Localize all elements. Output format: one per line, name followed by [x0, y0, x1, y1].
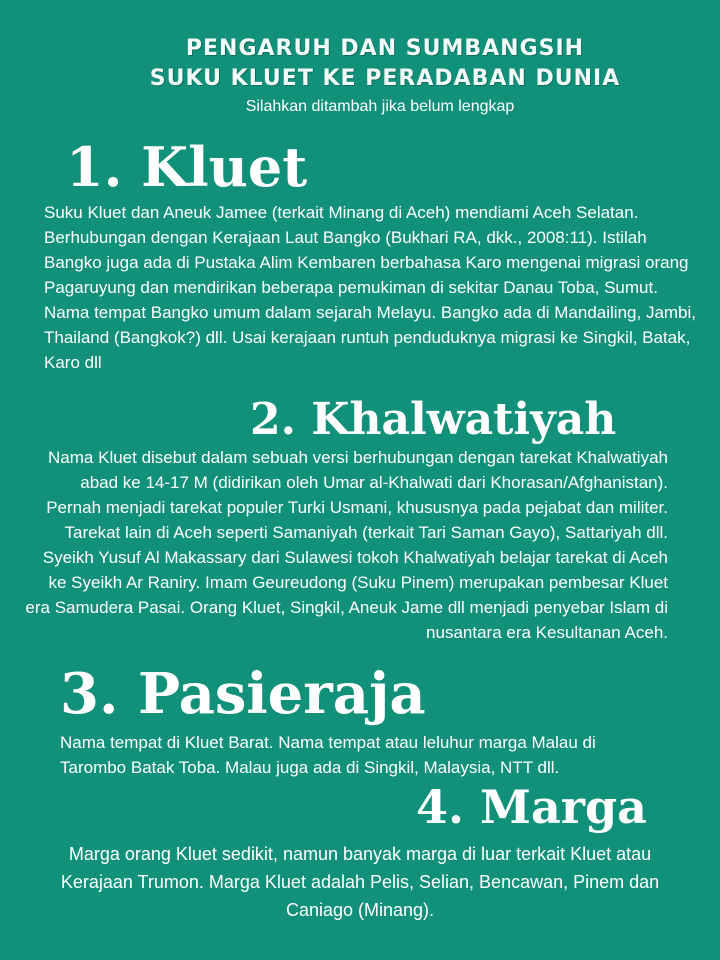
- poster-title: [120, 34, 650, 94]
- title-line-1: PENGARUH DAN SUMBANGSIH: [185, 36, 585, 61]
- section-heading-kluet: 1. Kluet: [66, 135, 308, 199]
- section-heading-pasieraja: 3. Pasieraja: [60, 661, 426, 727]
- section-body-kluet: Suku Kluet dan Aneuk Jamee (terkait Minang di Aceh) mendiami Aceh Selatan. Berhubungan dengan Kerajaan Laut Bangko (Bukhari RA, dkk., 2008:11). Istilah Bangko juga ada di Pustaka Alim Kembaren berbahasa Karo mengenai migrasi orang Pagaruyung dan mendirikan beberapa pemukiman di sekitar Danau Toba, Sumut. Nama tempat Bangko umum dalam sejarah Melayu. Bangko ada di Mandailing, Jambi, Thailand (Bangkok?) dll. Usai kerajaan runtuh penduduknya migrasi ke Singkil, Batak, Karo dll: [44, 203, 697, 372]
- poster-subtitle: Silahkan ditambah jika belum lengkap: [245, 98, 515, 115]
- section-heading-khalwatiyah: 2. Khalwatiyah: [250, 394, 617, 445]
- section-body-khalwatiyah: Nama Kluet disebut dalam sebuah versi berhubungan dengan tarekat Khalwatiyah abad ke 14-17 M (didirikan oleh Umar al-Khalwati dari Khorasan/Afghanistan). Pernah menjadi tarekat populer Turki Usmani, khususnya pada pejabat dan militer. Tarekat lain di Aceh seperti Samaniyah (terkait Tari Saman Gayo), Sattariyah dll. Syeikh Yusuf Al Makassary dari Sulawesi tokoh Khalwatiyah belajar tarekat di Aceh ke Syeikh Ar Raniry. Imam Geureudong (Suku Pinem) merupakan pembesar Kluet era Samudera Pasai. Orang Kluet, Singkil, Aneuk Jame dll menjadi penyebar Islam di nusantara era Kesultanan Aceh.: [25, 448, 668, 642]
- section-body-pasieraja: Nama tempat di Kluet Barat. Nama tempat atau leluhur marga Malau di Tarombo Batak Toba. Malau juga ada di Singkil, Malaysia, NTT dll.: [60, 733, 596, 777]
- section-heading-marga: 4. Marga: [416, 780, 647, 834]
- section-body-marga: Marga orang Kluet sedikit, namun banyak marga di luar terkait Kluet atau Kerajaan Trumon. Marga Kluet adalah Pelis, Selian, Bencawan, Pinem dan Caniago (Minang).: [60, 844, 660, 920]
- title-line-2: SUKU KLUET KE PERADABAN DUNIA: [149, 66, 621, 91]
